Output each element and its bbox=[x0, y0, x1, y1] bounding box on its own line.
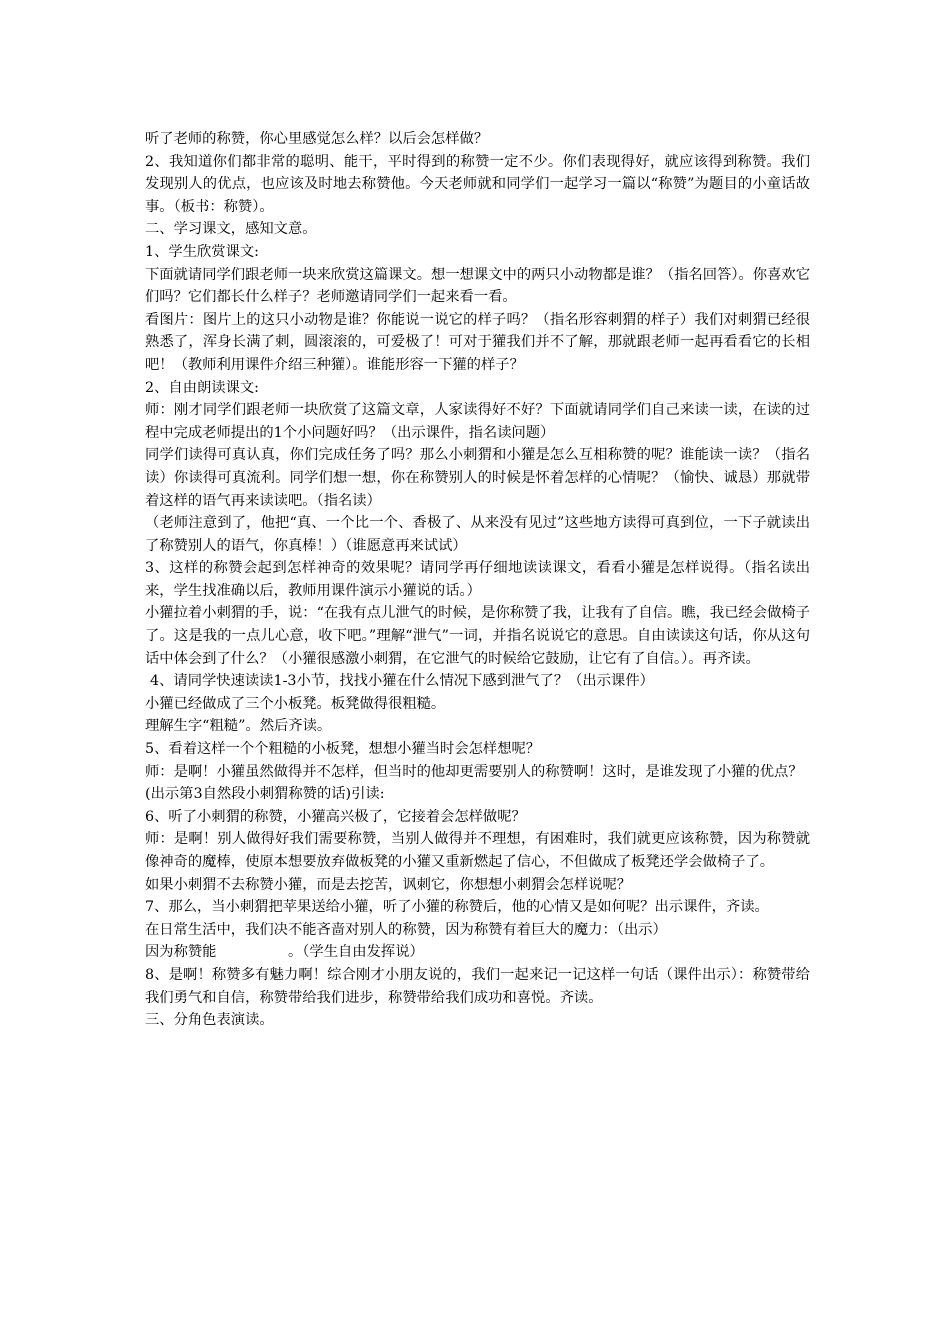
paragraph-11: 3、这样的称赞会起到怎样神奇的效果呢？请同学再仔细地读读课文，看看小獾是怎样说得。（指名读出来，学生找准确以后，教师用课件演示小獾说的话。） bbox=[145, 560, 810, 599]
paragraph-6: 看图片：图片上的这只小动物是谁？你能说一说它的样子吗？（指名形容刺猬的样子）我们对刺猬已经很熟悉了，浑身长满了刺，圆滚滚的，可爱极了！可对于獾我们并不了解，那就跟老师一起再看看它的长相吧！（教师利用课件介绍三种獾）。谁能形容一下獾的样子？ bbox=[145, 311, 810, 373]
paragraph-1: 听了老师的称赞，你心里感觉怎么样？以后会怎样做？ bbox=[145, 131, 489, 147]
subheading-1: 1、学生欣赏课文: bbox=[145, 243, 259, 260]
paragraph-25: 8、是啊！称赞多有魅力啊！综合刚才小朋友说的，我们一起来记一记这样一句话（课件出示）：称赞带给我们勇气和自信，称赞带给我们进步，称赞带给我们成功和喜悦。齐读。 bbox=[145, 966, 810, 1006]
paragraph-13: 4、请同学快速读读1-3小节，找找小獾在什么情况下感到泄气了？（出示课件） bbox=[150, 673, 654, 690]
paragraph-19: 6、听了小刺猬的称赞，小獾高兴极了，它接着会怎样做呢？ bbox=[145, 808, 526, 825]
paragraph-20: 师：是啊！别人做得好我们需要称赞，当别人做得并不理想，有困难时，我们就更应该称赞，因为称赞就像神奇的魔棒，使原本想要放弃做板凳的小獾又重新燃起了信心，不但做成了板凳还学会做椅子了。 bbox=[145, 831, 810, 870]
paragraph-8: 师：刚才同学们跟老师一块欣赏了这篇文章，人家读得好不好？下面就请同学们自己来读一读，在读的过程中完成老师提出的1个小问题好吗？（出示课件，指名读问题） bbox=[145, 402, 810, 441]
paragraph-5: 下面就请同学们跟老师一块来欣赏这篇课文。想一想课文中的两只小动物都是谁？（指名回答）。你喜欢它们吗？它们都长什么样子？老师邀请同学们一起来看一看。 bbox=[145, 266, 810, 306]
paragraph-24: 因为称赞能 。（学生自由发挥说） bbox=[145, 944, 424, 961]
paragraph-21: 如果小刺猬不去称赞小獾，而是去挖苦，讽刺它，你想想小刺猬会怎样说呢？ bbox=[145, 876, 632, 893]
paragraph-22: 7、那么，当小刺猬把苹果送给小獾，听了小獾的称赞后，他的心情又是如何呢？出示课件，齐读。 bbox=[145, 899, 769, 916]
section-heading-3: 三、分角色表演读。 bbox=[145, 1012, 274, 1029]
document-body bbox=[145, 128, 810, 1032]
paragraph-10: （老师注意到了，他把“真、一个比一个、香极了、从来没有见过”这些地方读得可真到位，一下子就读出了称赞别人的语气，你真棒！）（谁愿意再来试试） bbox=[145, 515, 810, 554]
paragraph-23: 在日常生活中，我们决不能吝啬对别人的称赞，因为称赞有着巨大的魔力：（出示） bbox=[145, 921, 667, 938]
paragraph-16: 5、看着这样一个个粗糙的小板凳，想想小獾当时会怎样想呢？ bbox=[145, 741, 541, 758]
paragraph-17: 师：是啊！小獾虽然做得并不怎样，但当时的他却更需要别人的称赞啊！这时，是谁发现了小獾的优点？ bbox=[145, 763, 803, 780]
paragraph-14: 小獾已经做成了三个小板凳。板凳做得很粗糙。 bbox=[145, 695, 446, 712]
paragraph-12: 小獾拉着小刺猬的手，说：“在我有点儿泄气的时候，是你称赞了我，让我有了自信。瞧，我已经会做椅子了。这是我的一点儿心意，收下吧。”理解“泄气”一词，并指名说说它的意思。自由读读这句话，你从这句话中体会到了什么？（小獾很感激小刺猬，在它泄气的时候给它鼓励，让它有了自信。）。再齐读。 bbox=[145, 605, 810, 667]
paragraph-2: 2、我知道你们都非常的聪明、能干，平时得到的称赞一定不少。你们表现得好，就应该得到称赞。我们发现别人的优点，也应该及时地去称赞他。今天老师就和同学们一起学习一篇以“称赞”为题目的小童话故事。（板书：称赞）。 bbox=[145, 153, 810, 215]
paragraph-18: (出示第3自然段小刺猬称赞的话)引读: bbox=[145, 786, 385, 803]
subheading-2: 2、自由朗读课文: bbox=[145, 379, 259, 396]
paragraph-15: 理解生字“粗糙”。然后齐读。 bbox=[145, 718, 332, 735]
paragraph-9: 同学们读得可真认真，你们完成任务了吗？那么小刺猬和小獾是怎么互相称赞的呢？谁能读一读？（指名读）你读得可真流利。同学们想一想，你在称赞别人的时候是怀着怎样的心情呢？（愉快、诚恳）那就带着这样的语气再来读读吧。（指名读） bbox=[145, 447, 810, 509]
section-heading-2: 二、学习课文，感知文意。 bbox=[145, 221, 317, 238]
